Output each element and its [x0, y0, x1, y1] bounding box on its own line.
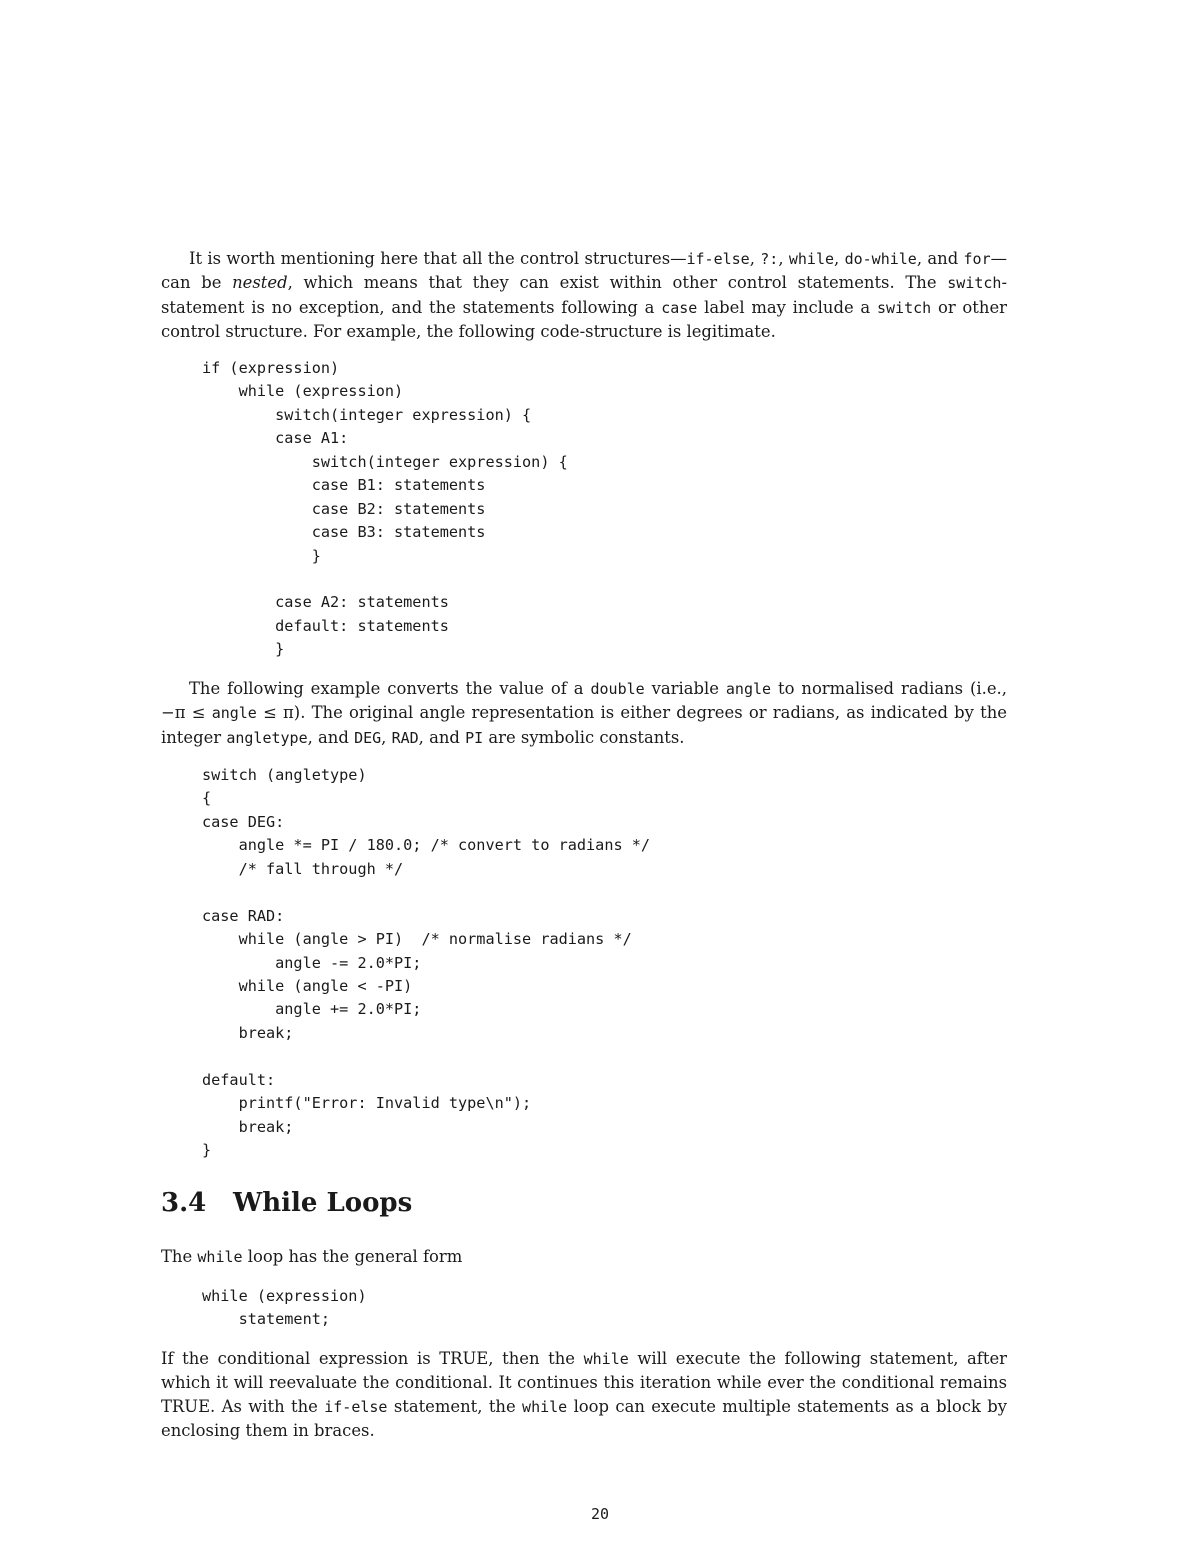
code-line: default:	[202, 1070, 276, 1089]
code-line: while (angle < -PI)	[202, 976, 413, 995]
code-line: case B3: statements	[202, 523, 486, 542]
code-line: }	[202, 640, 285, 659]
code-line: case DEG:	[202, 812, 285, 831]
section-number: 3.4	[161, 1188, 207, 1218]
code-line: case B2: statements	[202, 499, 486, 518]
code-block-nested-switch	[202, 357, 568, 662]
code-line	[202, 1045, 650, 1068]
code-line: statement;	[202, 1310, 331, 1329]
code-line: printf("Error: Invalid type\n");	[202, 1094, 532, 1113]
page-number: 20	[590, 1505, 610, 1523]
code-line: switch(integer expression) {	[202, 405, 532, 424]
code-line	[202, 568, 568, 591]
code-line: }	[202, 1141, 212, 1159]
code-line: switch (angletype)	[202, 766, 367, 784]
paragraph-angle-example: The following example converts the value of a double variable angle to normalised radians (i.e., −π ≤ angle ≤ π). The original angle representation is either degrees or radians, as indicated by the integer angletype, and DEG, RAD, and PI are symbolic constants.	[161, 679, 1007, 747]
section-heading	[161, 1188, 412, 1218]
code-line: case B1: statements	[202, 476, 486, 495]
code-line: while (expression)	[202, 1287, 367, 1305]
code-line: while (expression)	[202, 382, 404, 401]
code-line: case A2: statements	[202, 593, 449, 612]
code-line: case RAD:	[202, 906, 285, 925]
code-line: angle -= 2.0*PI;	[202, 953, 422, 972]
paragraph-nested-control: It is worth mentioning here that all the control structures—if-else, ?:, while, do-while, and for—can be nested, which means that they can exist within other control statements. The switch-statement is no exception, and the statements following a case label may include a switch or other control structure. For example, the following code-structure is legitimate.	[161, 249, 1008, 341]
paragraph-while-semantics: If the conditional expression is TRUE, then the while will execute the following statement, after which it will reevaluate the conditional. It continues this iteration while ever the conditional remains TRUE. As with the if-else statement, the while loop can execute multiple statements as a block by enclosing them in braces.	[161, 1349, 1007, 1440]
code-line: {	[202, 789, 212, 808]
paragraph-while-intro: The while loop has the general form	[161, 1247, 463, 1266]
code-block-angle-switch	[202, 764, 650, 1162]
code-line: break;	[202, 1023, 294, 1042]
code-line: angle += 2.0*PI;	[202, 1000, 422, 1019]
code-line: default: statements	[202, 616, 449, 635]
code-line: /* fall through */	[202, 859, 404, 878]
section-title: While Loops	[233, 1188, 413, 1218]
code-line	[202, 881, 650, 904]
code-line: case A1:	[202, 429, 349, 448]
code-line: switch(integer expression) {	[202, 452, 568, 471]
code-line: angle *= PI / 180.0; /* convert to radians */	[202, 836, 651, 855]
code-line: if (expression)	[202, 359, 340, 377]
code-line: while (angle > PI) /* normalise radians */	[202, 930, 632, 949]
code-line: break;	[202, 1117, 294, 1136]
code-line: }	[202, 546, 321, 565]
code-block-while-form	[202, 1285, 367, 1332]
